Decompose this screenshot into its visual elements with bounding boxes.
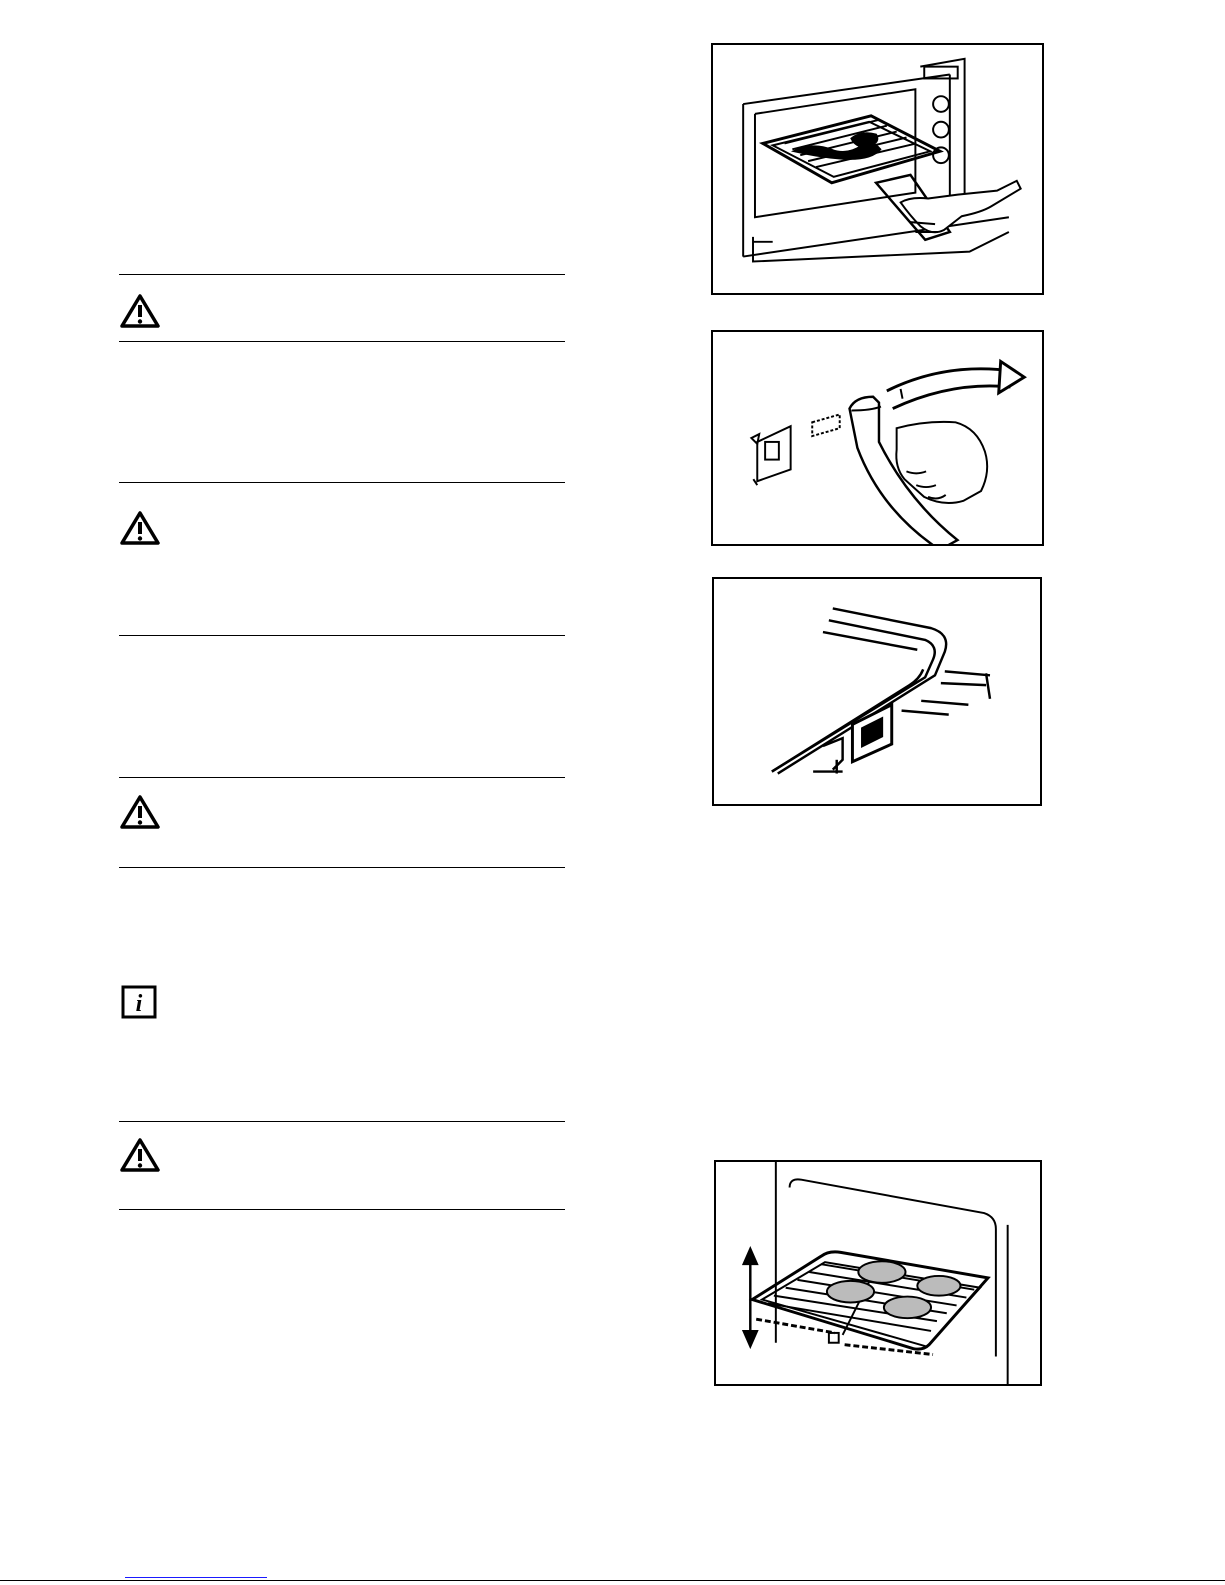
- link-underline[interactable]: [125, 1577, 267, 1578]
- svg-text:i: i: [135, 991, 143, 1017]
- warning-triangle-icon: [119, 794, 161, 830]
- grill-pan-handle-attached-illustration: [712, 577, 1042, 806]
- grill-pan-in-oven-illustration: [711, 43, 1044, 295]
- divider-rule-7: [119, 1121, 565, 1122]
- divider-rule-2: [119, 341, 565, 342]
- info-icon: [121, 985, 157, 1019]
- page-bottom-rule: [0, 1580, 1225, 1581]
- warning-triangle-icon: [119, 1137, 161, 1173]
- divider-rule-3: [119, 482, 565, 483]
- grill-grid-with-food-illustration: [714, 1160, 1042, 1386]
- handle-removal-illustration: [711, 330, 1044, 546]
- divider-rule-5: [119, 777, 565, 778]
- divider-rule-1: [119, 274, 565, 275]
- divider-rule-6: [119, 867, 565, 868]
- warning-triangle-icon: [119, 293, 161, 329]
- divider-rule-4: [119, 635, 565, 636]
- warning-triangle-icon: [119, 510, 161, 546]
- divider-rule-8: [119, 1209, 565, 1210]
